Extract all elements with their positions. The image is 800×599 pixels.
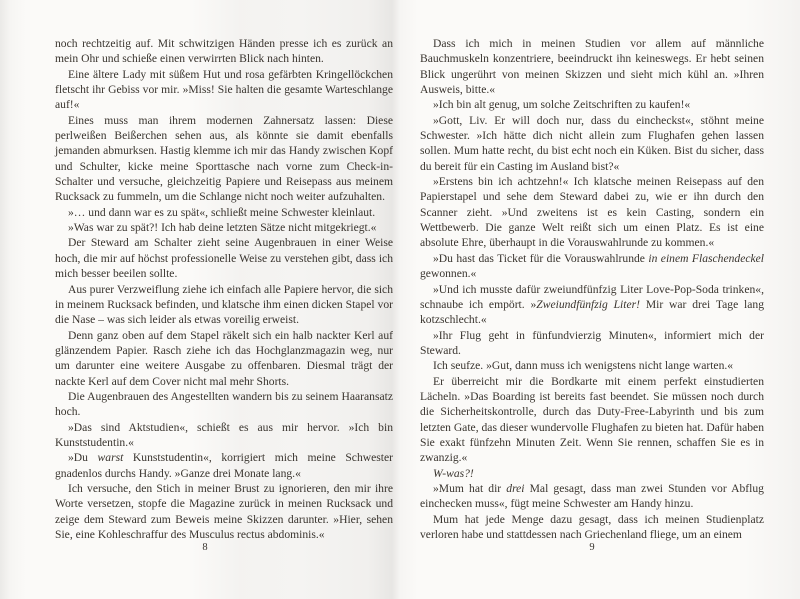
right-page-text	[420, 36, 764, 542]
body-text: Ich seufze. »Gut, dann muss ich wenigstens nicht lange warten.«	[433, 359, 734, 373]
body-text: Eine ältere Lady mit süßem Hut und rosa gefärbten Kringellöckchen fletscht ihr Gebiss vor mir. »Miss! Sie halten die gesamte Warteschlange auf!«	[55, 67, 393, 112]
paragraph	[55, 282, 393, 328]
paragraph	[420, 282, 764, 328]
body-text: »Was war zu spät?! Ich hab deine letzten Sätze nicht mitgekriegt.«	[68, 221, 377, 235]
body-text: Mir war drei Tage lang kotzschlecht.«	[420, 297, 764, 327]
paragraph	[420, 174, 764, 251]
body-text: »Du	[68, 451, 98, 465]
paragraph	[420, 374, 764, 466]
body-text: Er überreicht mir die Bordkarte mit einem perfekt einstudierten Lächeln. »Das Boarding ist bereits fast beendet. Sie müssen noch durch die Sicherheitskontrolle, durch das Duty-Free-Labyrinth und bis zum letzten Gate, das dieser wundervolle Flughafen zu bieten hat. Dafür haben Sie exakt fünfzehn Minuten Zeit. Wenn Sie rennen, schaffen Sie es in zwanzig.«	[420, 374, 764, 465]
paragraph	[55, 36, 393, 67]
body-text: »Mum hat dir	[433, 481, 507, 495]
italic-text: warst	[97, 451, 124, 465]
body-text: gewonnen.«	[420, 267, 477, 281]
body-text: Mum hat jede Menge dazu gesagt, dass ich meinen Studienplatz verloren habe und stattdessen nach Griechenland fliege, um an einem	[420, 512, 764, 541]
paragraph	[420, 113, 764, 174]
paragraph	[420, 358, 764, 373]
body-text: Der Steward am Schalter zieht seine Augenbrauen in einer Weise hoch, die mir auf höchst professionelle Weise zu verstehen gibt, dass ich mich besser beeilen sollte.	[55, 236, 393, 281]
body-text: Eines muss man ihrem modernen Zahnersatz lassen: Diese perlweißen Beißerchen sehen aus, als könnte sie damit ebenfalls jemanden abmurksen. Hastig klemme ich mir das Handy zwischen Kopf und Schulter, kicke meine Sporttasche nach vorne zum Check-in-Schalter und versuche, gleichzeitig Papiere und Reisepass aus meinem Rucksack zu fummeln, um die Schlange nicht noch weiter aufzuhalten.	[55, 113, 393, 204]
paragraph	[55, 67, 393, 113]
paragraph	[420, 512, 764, 543]
paragraph	[55, 205, 393, 220]
body-text: »Du hast das Ticket für die Vorauswahlrunde	[433, 251, 649, 265]
paragraph	[55, 113, 393, 205]
body-text: noch rechtzeitig auf. Mit schwitzigen Händen presse ich es zurück an mein Ohr und schieße einen verwirrten Blick nach hinten.	[55, 37, 393, 66]
body-text: »… und dann war es zu spät«, schließt meine Schwester kleinlaut.	[68, 205, 376, 219]
paragraph	[55, 389, 393, 420]
left-page-text	[55, 36, 393, 542]
paragraph	[420, 36, 764, 97]
body-text: »Ich bin alt genug, um solche Zeitschriften zu kaufen!«	[433, 98, 691, 112]
italic-text: drei	[506, 481, 525, 495]
paragraph	[420, 251, 764, 282]
italic-text: Zweiundfünfzig Liter!	[536, 297, 641, 311]
body-text: »Und ich musste dafür zweiundfünfzig Liter Love-Pop-Soda trinken«, schnaube ich empört. »	[420, 282, 764, 311]
paragraph	[55, 420, 393, 451]
body-text: »Erstens bin ich achtzehn!« Ich klatsche meinen Reisepass auf den Papierstapel und sehe dem Steward dabei zu, wie er ihn durch den Scanner zieht. »Und zweitens ist es kein Casting, sondern ein Wettbewerb. Die ganze Welt reißt sich um einen Platz. Es ist eine absolute Ehre, überhaupt in die Vorauswahlrunde zu kommen.«	[420, 175, 764, 250]
body-text: »Das sind Aktstudien«, schießt es aus mir hervor. »Ich bin Kunststudentin.«	[55, 420, 393, 449]
paragraph	[55, 328, 393, 389]
body-text: »Gott, Liv. Er will doch nur, dass du eincheckst«, stöhnt meine Schwester. »Ich hätte dich nicht allein zum Flughafen gehen lassen sollen. Mum hatte recht, du bist echt noch ein Küken. Bist du sicher, dass du bereit für ein Casting im Ausland bist?«	[420, 113, 764, 173]
body-text: »Ihr Flug geht in fünfundvierzig Minuten«, informiert mich der Steward.	[420, 328, 764, 357]
paragraph	[55, 481, 393, 542]
body-text: Dass ich mich in meinen Studien vor allem auf männliche Bauchmuskeln konzentriere, beeindruckt ihn keineswegs. Er hebt seinen Blick ungerührt von meinen Skizzen und sieht mich kühl an. »Ihren Ausweis, bitte.«	[420, 37, 764, 97]
right-page-number: 9	[589, 542, 595, 553]
body-text: Die Augenbrauen des Angestellten wandern bis zu seinem Haaransatz hoch.	[55, 389, 393, 419]
body-text: Ich versuche, den Stich in meiner Brust zu ignorieren, den mir ihre Worte versetzen, stopfe die Magazine zurück in meinen Rucksack und zeige dem Steward zum Beweis meine Skizzen darunter. »Hier, sehen Sie, eine Kohleschraffur des Musculus rectus abdominis.«	[55, 481, 393, 541]
paragraph	[55, 450, 393, 481]
paragraph	[420, 97, 764, 112]
paragraph	[420, 481, 764, 512]
body-text: Aus purer Verzweiflung ziehe ich einfach alle Papiere hervor, die sich in meinem Rucksack befinden, und klatsche ihm einen dicken Stapel vor die Nase – was sich leider als etwas voreilig erweist.	[55, 282, 393, 327]
italic-text: in einem Flaschendeckel	[648, 251, 764, 265]
body-text: Kunststudentin«, korrigiert mich meine Schwester gnadenlos durchs Handy. »Ganze drei Monate lang.«	[55, 451, 393, 480]
left-page-number: 8	[202, 542, 208, 553]
paragraph	[420, 328, 764, 359]
paragraph	[55, 220, 393, 235]
paragraph	[55, 235, 393, 281]
paragraph	[420, 466, 764, 481]
italic-text: W-was?!	[433, 466, 474, 480]
body-text: Mal gesagt, dass man zwei Stunden vor Abflug einchecken muss«, fügt meine Schwester am Handy hinzu.	[420, 481, 764, 511]
body-text: Denn ganz oben auf dem Stapel räkelt sich ein halb nackter Kerl auf glänzendem Papier. Rasch ziehe ich das Hochglanzmagazin weg, nur um darunter eine weitere Ausgabe zu offenbaren. Diesmal trägt der nackte Kerl auf dem Cover nicht mal mehr Shorts.	[55, 328, 393, 388]
